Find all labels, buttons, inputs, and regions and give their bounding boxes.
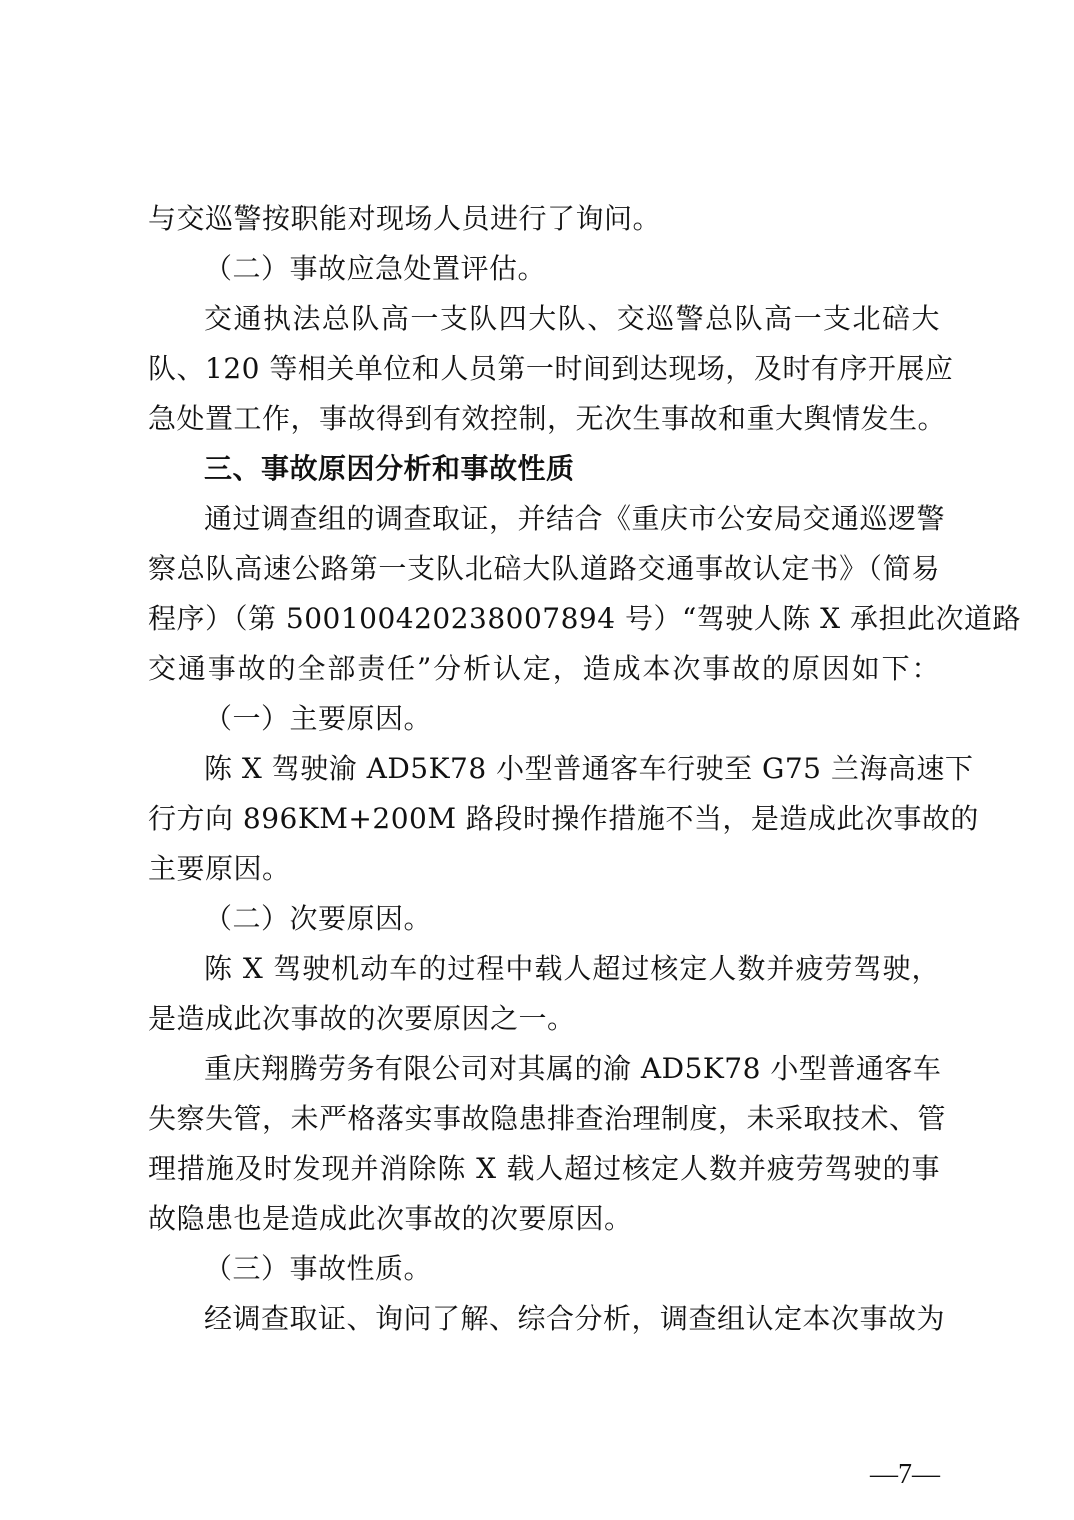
body-text-line: 队、120 等相关单位和人员第一时间到达现场，及时有序开展应 xyxy=(148,352,954,385)
body-text-line: 故隐患也是造成此次事故的次要原因。 xyxy=(148,1202,633,1235)
body-text-line: 主要原因。 xyxy=(148,852,291,885)
body-text-line: 急处置工作，事故得到有效控制，无次生事故和重大舆情发生。 xyxy=(148,402,947,435)
body-text-line: 是造成此次事故的次要原因之一。 xyxy=(148,1002,576,1035)
body-text-line: 交通事故的全部责任”分析认定，造成本次事故的原因如下： xyxy=(148,652,940,685)
body-text-line: 程序）（第 5001004202380078​94 号）“驾驶人陈 X 承担此次道路 xyxy=(148,602,1022,635)
body-text-line: 行方向 896KM+200M 路段时操作措施不当，是造成此次事故的 xyxy=(148,802,979,835)
body-text-line: 重庆翔腾劳务有限公司对其属的渝 AD5K78 小型普通客车 xyxy=(204,1052,942,1085)
body-text-line: 交通执法总队高一支队四大队、交巡警总队高一支北碚大 xyxy=(204,302,940,335)
body-text-line: 经调查取证、询问了解、综合分析，调查组认定本次事故为 xyxy=(204,1302,946,1335)
body-text-line: 通过调查组的调查取证，并结合《重庆市公安局交通巡逻警 xyxy=(204,502,946,535)
subsection-heading: （二）事故应急处置评估。 xyxy=(204,252,547,285)
section-heading: 三、事故原因分析和事故性质 xyxy=(204,452,575,485)
body-text-line: 陈 X 驾驶机动车的过程中载人超过核定人数并疲劳驾驶， xyxy=(204,952,940,985)
subsection-heading: （一）主要原因。 xyxy=(204,702,433,735)
body-text-line: 察总队高速公路第一支队北碚大队道路交通事故认定书》（简易 xyxy=(148,552,940,585)
body-text-line: 与交巡警按职能对现场人员进行了询问。 xyxy=(148,202,662,235)
body-text-line: 理措施及时发现并消除陈 X 载人超过核定人数并疲劳驾驶的事 xyxy=(148,1152,940,1185)
subsection-heading: （二）次要原因。 xyxy=(204,902,433,935)
body-text-line: 陈 X 驾驶渝 AD5K78 小型普通客车行驶至 G75 兰海高速下 xyxy=(204,752,974,785)
body-text-line: 失察失管，未严格落实事故隐患排查治理制度，未采取技术、管 xyxy=(148,1102,947,1135)
page-number: —7— xyxy=(870,1459,940,1490)
subsection-heading: （三）事故性质。 xyxy=(204,1252,433,1285)
